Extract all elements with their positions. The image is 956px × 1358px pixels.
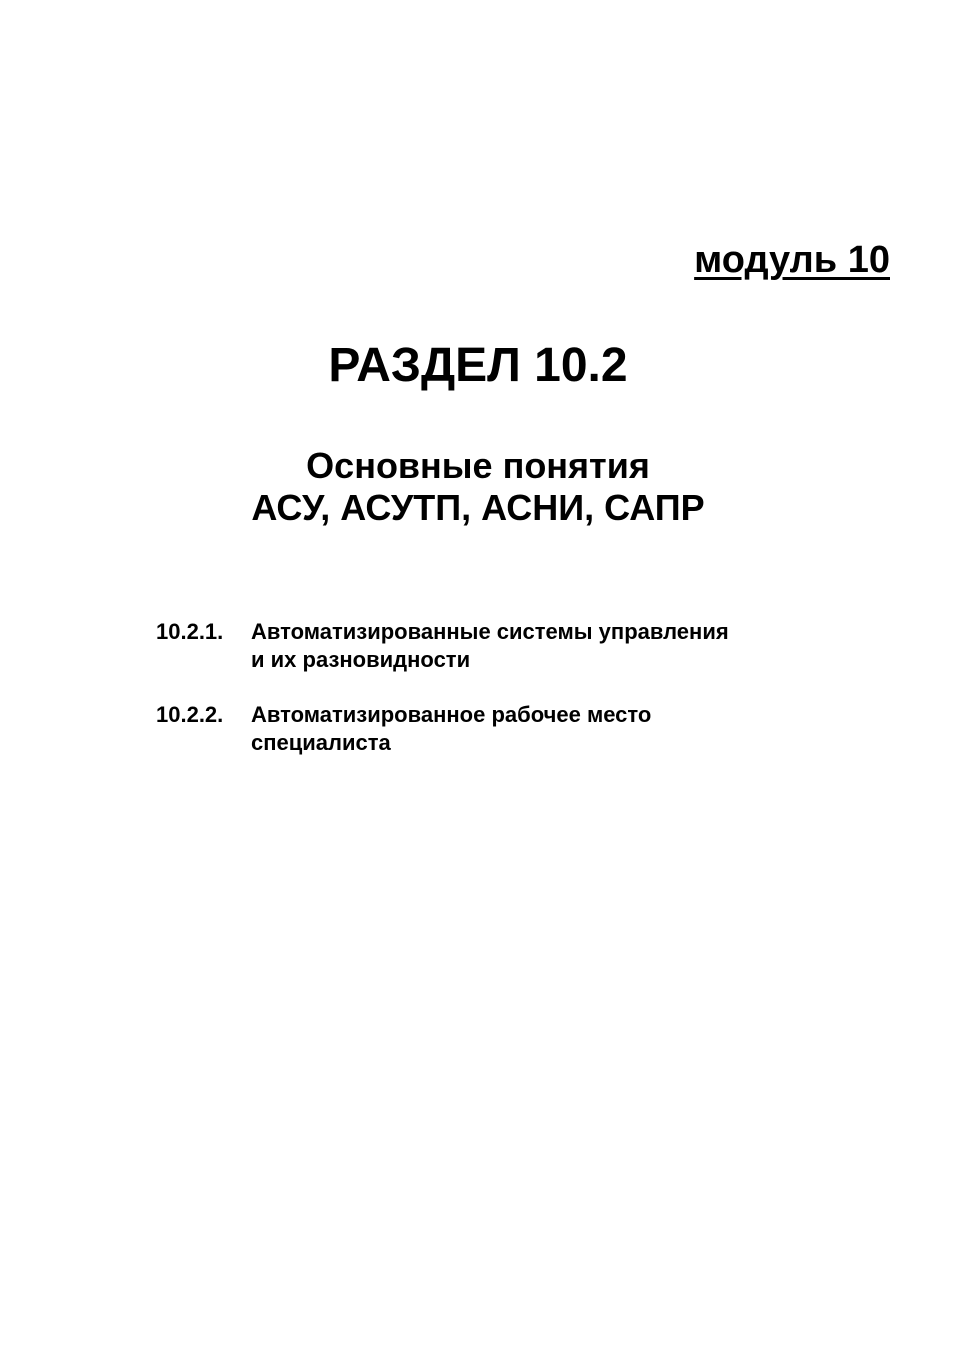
toc-item	[156, 618, 876, 674]
table-of-contents	[156, 618, 876, 784]
section-title: РАЗДЕЛ 10.2	[328, 339, 628, 392]
toc-item-title	[251, 618, 876, 674]
toc-item-title-line-2: специалиста	[251, 730, 391, 755]
toc-item-title-line-1: Автоматизированные системы управления	[251, 619, 729, 644]
toc-item	[156, 701, 876, 757]
toc-item-title-line-2: и их разновидности	[251, 647, 471, 672]
toc-item-number: 10.2.2.	[156, 702, 224, 727]
subtitle-line-1: Основные понятия	[306, 445, 650, 486]
toc-item-title	[251, 701, 876, 757]
module-label: модуль 10	[694, 239, 890, 281]
subtitle-line-2: АСУ, АСУТП, АСНИ, САПР	[251, 487, 705, 528]
section-subtitle	[0, 445, 956, 529]
toc-item-title-line-1: Автоматизированное рабочее место	[251, 702, 652, 727]
toc-item-number: 10.2.1.	[156, 619, 224, 644]
